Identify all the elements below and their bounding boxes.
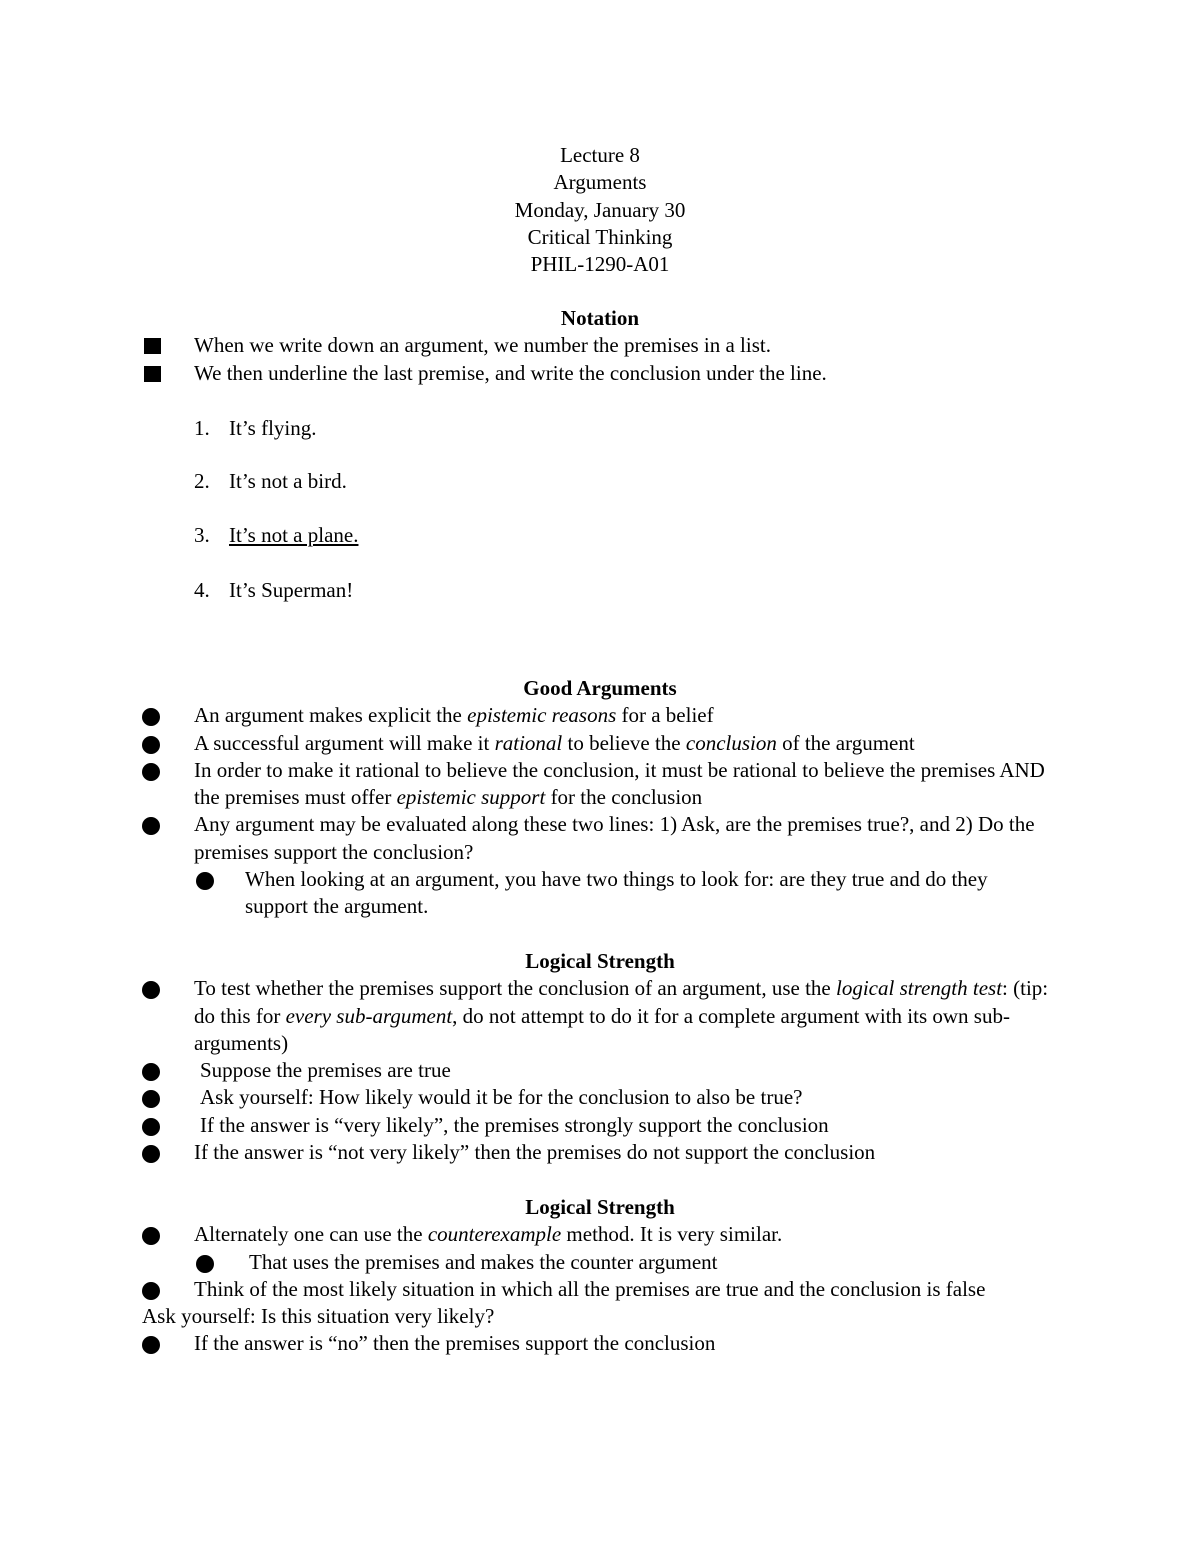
- plain-paragraph: Ask yourself: Is this situation very likely?: [142, 1304, 495, 1329]
- section-heading: Logical Strength: [525, 1195, 675, 1219]
- course-name: Critical Thinking: [527, 224, 673, 249]
- good-arguments-section: [0, 675, 1200, 921]
- bullet-icon: [142, 1090, 160, 1108]
- bullet-icon: [142, 1336, 160, 1354]
- list-item: If the answer is “not very likely” then the premises do not support the conclusion: [0, 1139, 1200, 1166]
- bullet-icon: [142, 1118, 160, 1136]
- bullet-icon: [142, 1145, 160, 1163]
- list-item: Suppose the premises are true: [0, 1057, 1200, 1084]
- bullet-icon: [142, 1227, 160, 1245]
- logical-strength-counterexample-section: [0, 1194, 1200, 1358]
- square-bullet-icon: [144, 338, 161, 354]
- list-item: Think of the most likely situation in which all the premises are true and the conclusion is false: [0, 1276, 1200, 1303]
- sub-list-item: When looking at an argument, you have two things to look for: are they true and do they support the argument.: [0, 866, 1200, 921]
- bullet-icon: [142, 763, 160, 781]
- list-item: When we write down an argument, we number the premises in a list.: [0, 332, 1200, 359]
- section-heading: Notation: [560, 306, 640, 330]
- numbered-premise: 1. It’s flying.: [194, 416, 317, 440]
- list-item: In order to make it rational to believe the conclusion, it must be rational to believe the premises AND the premises must offer epistemic support for the conclusion: [0, 757, 1200, 812]
- list-item: Ask yourself: How likely would it be for the conclusion to also be true?: [0, 1084, 1200, 1111]
- list-item: Any argument may be evaluated along these two lines: 1) Ask, are the premises true?, and 2) Do the premises support the conclusion?: [0, 811, 1200, 866]
- list-item: To test whether the premises support the conclusion of an argument, use the logical strength test: (tip: do this for every sub-argument, do not attempt to do it for a complete argument with its own sub-arguments): [0, 975, 1200, 1057]
- bullet-icon: [142, 981, 160, 999]
- bullet-icon: [142, 736, 160, 754]
- list-item: We then underline the last premise, and write the conclusion under the line.: [0, 360, 1200, 387]
- list-item: If the answer is “no” then the premises support the conclusion: [0, 1330, 1200, 1357]
- list-item: An argument makes explicit the epistemic reasons for a belief: [0, 702, 1200, 729]
- sub-list-item: That uses the premises and makes the counter argument: [0, 1249, 1200, 1276]
- section-heading: Logical Strength: [525, 949, 675, 973]
- numbered-conclusion: 4. It’s Superman!: [194, 578, 354, 602]
- lecture-topic: Arguments: [553, 170, 647, 195]
- document-header: [0, 142, 1200, 278]
- list-item: If the answer is “very likely”, the premises strongly support the conclusion: [0, 1112, 1200, 1139]
- logical-strength-section: [0, 948, 1200, 1166]
- list-item: A successful argument will make it rational to believe the conclusion of the argument: [0, 730, 1200, 757]
- square-bullet-icon: [144, 366, 161, 382]
- lecture-date: Monday, January 30: [514, 197, 686, 222]
- bullet-icon: [142, 1282, 160, 1300]
- bullet-icon: [142, 817, 160, 835]
- lecture-number: Lecture 8: [560, 143, 640, 167]
- list-item: Alternately one can use the counterexample method. It is very similar.: [0, 1221, 1200, 1248]
- notation-section: [0, 305, 1200, 387]
- numbered-premise-underlined: 3. It’s not a plane.: [194, 523, 359, 547]
- bullet-icon: [142, 1063, 160, 1081]
- numbered-premise: 2. It’s not a bird.: [194, 469, 347, 493]
- course-code: PHIL-1290-A01: [530, 252, 670, 277]
- section-heading: Good Arguments: [523, 676, 677, 700]
- bullet-icon: [196, 872, 214, 890]
- bullet-icon: [142, 708, 160, 726]
- bullet-icon: [196, 1255, 214, 1273]
